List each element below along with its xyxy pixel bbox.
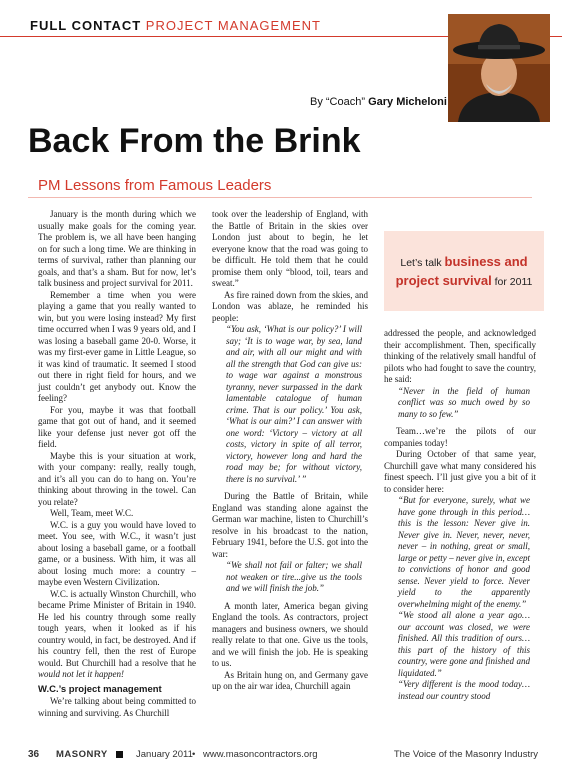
paragraph — [38, 589, 196, 681]
section-label-light: PROJECT MANAGEMENT — [141, 18, 322, 33]
paragraph: We’re talking about being committed to winning and surviving. As Churchill — [38, 696, 196, 718]
quote: “Never in the field of human conflict was so much owed by so many to so few.” — [398, 385, 530, 419]
paragraph: During October of that same year, Churchill gave what many considered his finest speech. I’ll just give you a bit of it to consider here: — [384, 449, 536, 494]
byline — [310, 96, 447, 108]
section-label-bold: FULL CONTACT — [30, 18, 142, 33]
article-subtitle: PM Lessons from Famous Leaders — [38, 177, 272, 194]
paragraph: took over the leadership of England, with the Battle of Britain in the skies over London just about to begin, he let everyone know that the road was going to be difficult. He told them that he could promise them only “blood, toil, tears and sweat.” — [212, 209, 368, 288]
callout-line-1 — [400, 254, 527, 269]
page-footer — [0, 746, 562, 766]
section-label — [30, 18, 321, 33]
author-photo-image — [448, 14, 550, 122]
callout-post: for 2011 — [491, 276, 533, 288]
paragraph: Team…we’re the pilots of our companies today! — [384, 426, 536, 448]
column-1 — [38, 209, 196, 719]
paragraph: A month later, America began giving England the tools. As contractors, project managers and business owners, we should really relate to that one. Give us the tools, and we will finish the job. He is speaking to us. — [212, 600, 368, 668]
callout-box — [384, 231, 544, 311]
paragraph: For you, maybe it was that football game that got out of hand, and it seemed like your defense just never got off the field. — [38, 404, 196, 449]
quote: “We shall not fail or falter; we shall not weaken or tire...give us the tools and we will finish the job.” — [226, 560, 362, 593]
paragraph: Maybe this is your situation at work, with your company: really, really tough, and it’s all you can do to hang on. You’re thinking about throwing in the towel. Can you relate? — [38, 450, 196, 507]
bullet-separator: • — [192, 749, 196, 760]
author-photo — [448, 14, 550, 122]
footer-tagline: The Voice of the Masonry Industry — [393, 749, 538, 760]
paragraph-emphasis: would not let it happen! — [38, 669, 124, 679]
paragraph: January is the month during which we usually make goals for the coming year. The problem is, we all have been hanging on for such a long time. We are thinking in terms of survival, rather than planning our goals, and that’s a sham. But for now, let’s talk business and project survival for 2011. — [38, 209, 196, 288]
quote: “We stood all alone a year ago… our account was closed, we were finished. All this tradition of ours…this part of the history of this country, were gone and finished and liquidated.” — [398, 610, 530, 678]
byline-author: Gary Micheloni — [368, 96, 447, 108]
paragraph: As fire rained down from the skies, and London was ablaze, he reminded his people: — [212, 289, 368, 323]
quote: “You ask, ‘What is our policy?’ I will say; ‘It is to wage war, by sea, land and air, with all our might and with all the strength that God can give us: to wage war against a monstrous tyranny, never surpassed in the dark lamentable catalogue of human crime. That is our policy.’ You ask, ‘What is our aim?’ I can answer with one word: ‘Victory – victory at all costs, victory in spite of all terror, victory, however long and hard the road may be; for without victory, there is no survival.’ ” — [226, 324, 362, 484]
publication-name: MASONRY — [56, 749, 108, 760]
callout-bold-1: business and — [444, 254, 528, 269]
article-title: Back From the Brink — [28, 122, 361, 160]
section-heading: W.C.’s project management — [38, 683, 162, 695]
paragraph: addressed the people, and acknowledged their accomplishment. Then, specifically thinking of the relatively small handful of pilots who had fought to save the country, he said: — [384, 328, 536, 384]
paragraph: W.C. is a guy you would have loved to meet. You see, with W.C., it wasn’t just about losing a baseball game, or a football game, or a business. With him, it was all about losing much more: a country – maybe even Western Civilization. — [38, 519, 196, 587]
callout-bold-2: project survival — [395, 273, 492, 288]
callout-pre: Let’s talk — [400, 257, 445, 269]
paragraph: Well, Team, meet W.C. — [50, 508, 134, 518]
column-2 — [212, 209, 368, 693]
quote: “Very different is the mood today…instead our country stood — [398, 679, 530, 701]
subtitle-rule — [28, 197, 532, 198]
paragraph: As Britain hung on, and Germany gave up on the air war idea, Churchill again — [212, 669, 368, 691]
column-3 — [384, 328, 536, 702]
issue-date: January 2011 — [136, 749, 193, 760]
square-icon — [116, 751, 123, 758]
website-url: www.masoncontractors.org — [203, 749, 318, 760]
page-number: 36 — [28, 749, 40, 760]
callout-line-2 — [396, 273, 533, 288]
paragraph: During the Battle of Britain, while England was standing alone against the German war machine, listen to Churchill’s resolve in his broadcast to the nation, February 1941, before the U.S. got into the war: — [212, 491, 368, 559]
byline-prefix: By “Coach” — [310, 96, 369, 108]
paragraph-text: W.C. is actually Winston Churchill, who became Prime Minister of Britain in 1940. He led his country through some really tough years, when it looked as if his country would, in fact, be destroyed. And if his country fell, then the rest of Europe would. But Churchill had a resolve that he — [38, 588, 196, 668]
quote: “But for everyone, surely, what we have gone through in this period…this is the lesson: Never give in. Never give in. Never, never, never, never – in nothing, great or small, large or petty – never give in, except to convictions of honor and good sense. Never yield to force. Never yield to the apparently overwhelming might of the enemy.” — [398, 495, 530, 609]
paragraph: Remember a time when you were playing a game that you really wanted to win, but you were losing instead? My first time occurred when I was 9 years old, and I was losing a baseball game 20-0. Worse, it was my first-ever game in Little League, so it was kind of traumatic. It seemed I stood out there in right field for hours, and we just couldn’t get anybody out. Know the feeling? — [38, 289, 196, 403]
